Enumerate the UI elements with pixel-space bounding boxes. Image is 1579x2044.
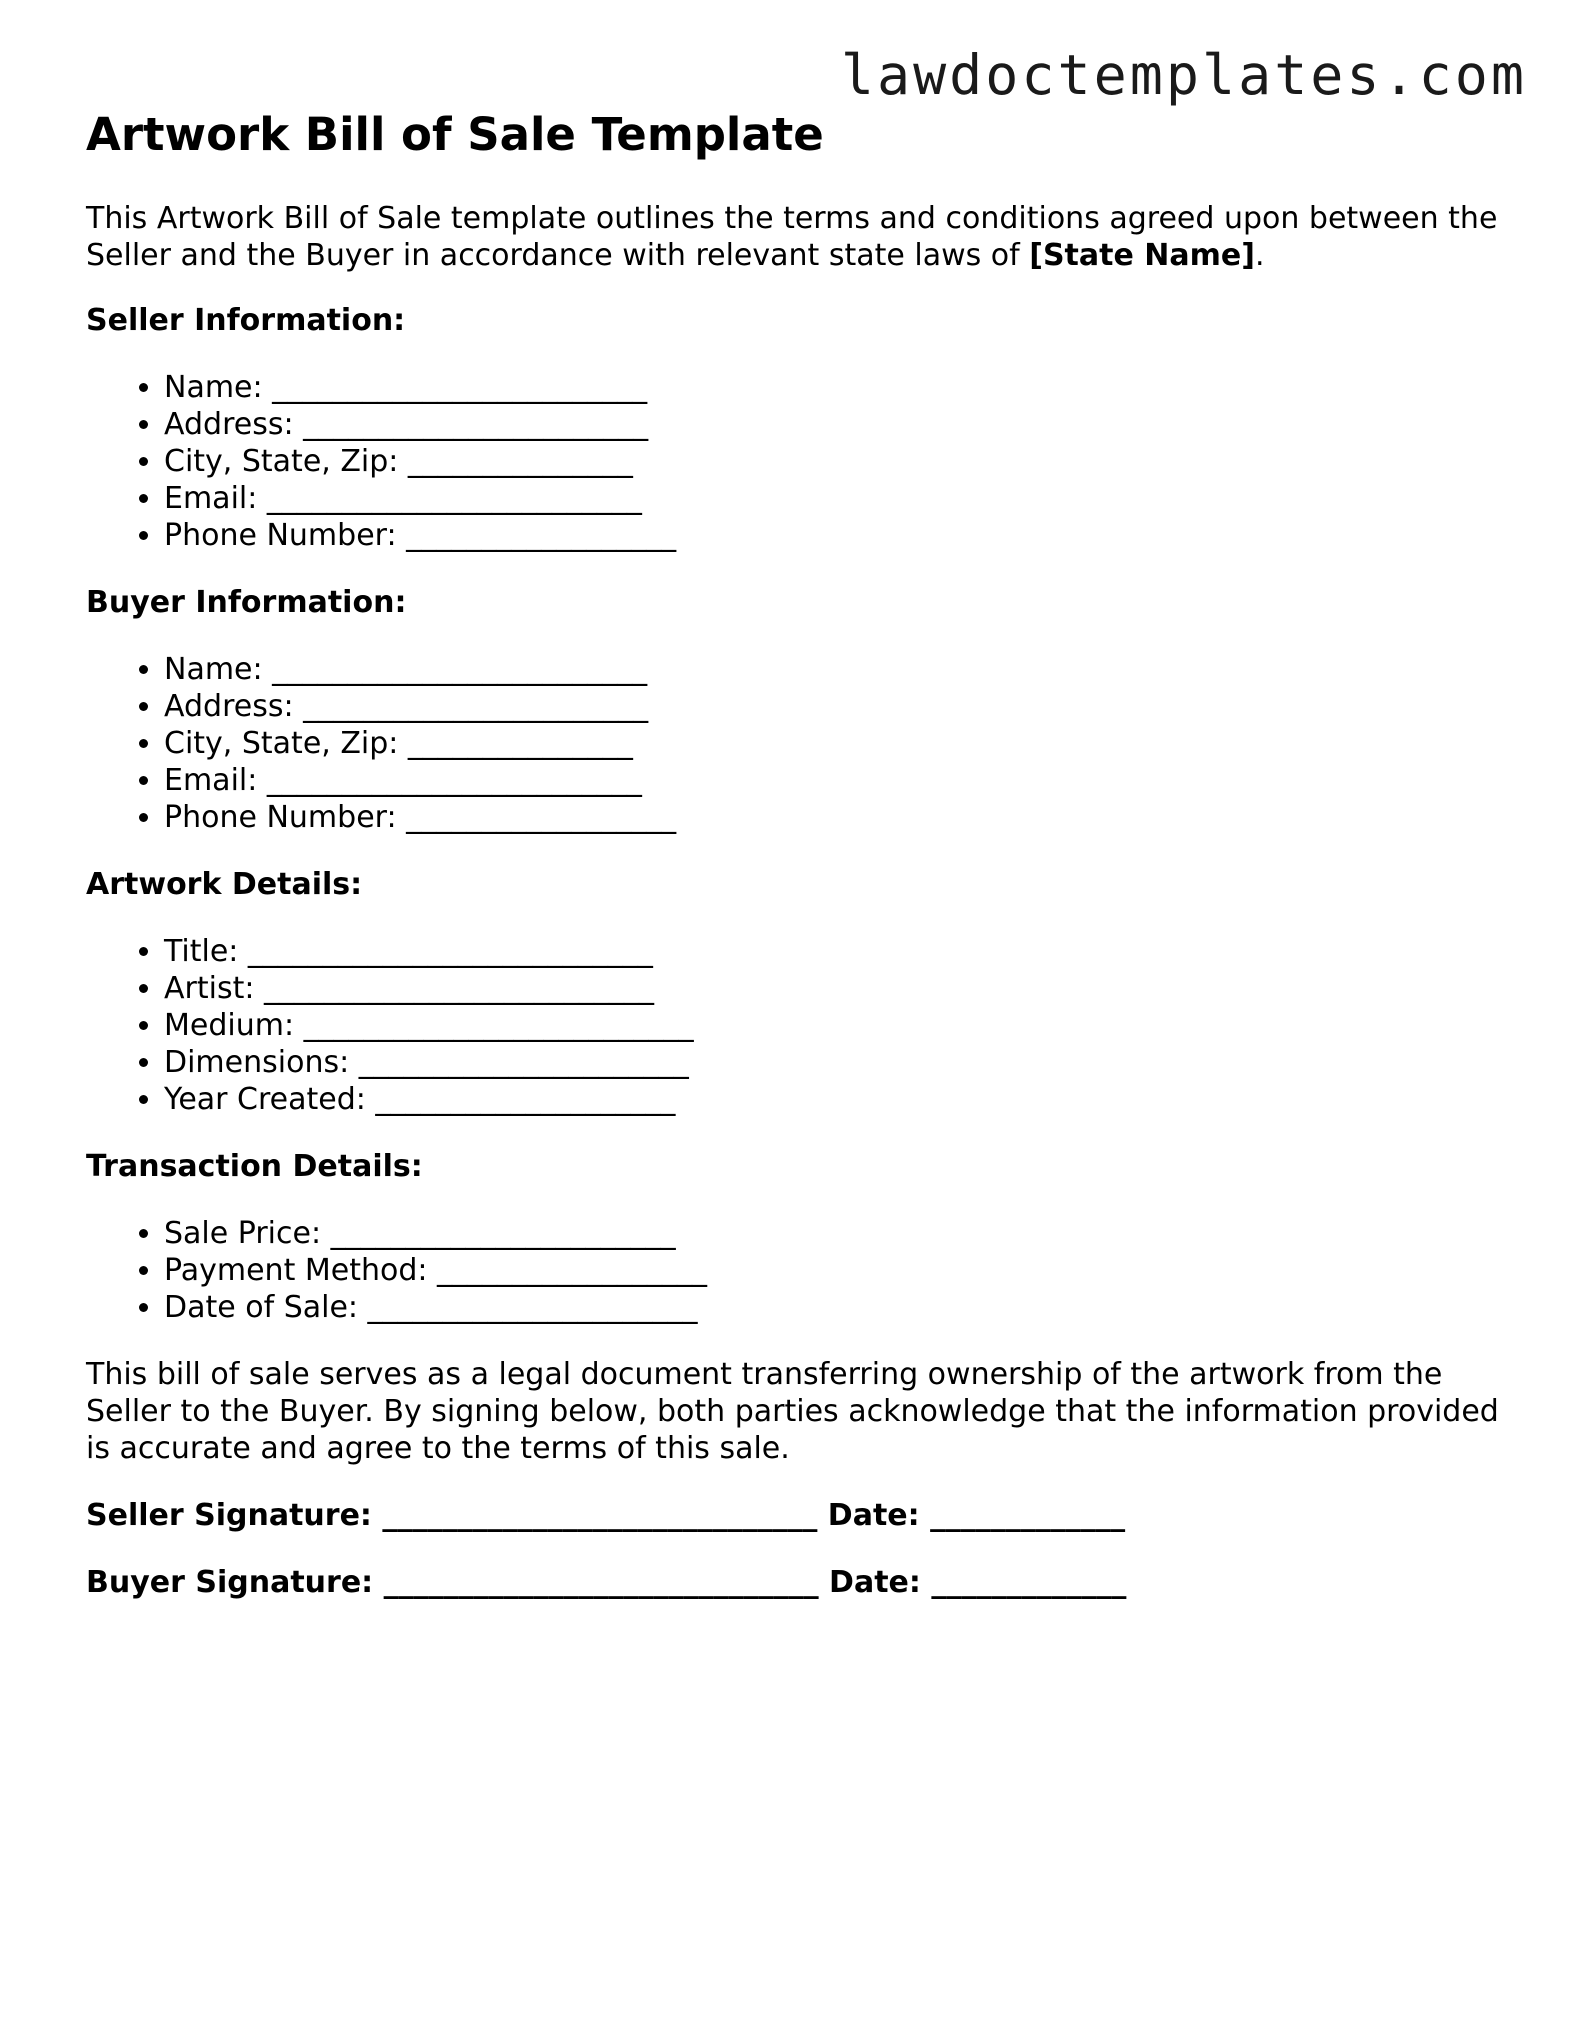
transaction-heading: Transaction Details:: [86, 1149, 423, 1184]
transaction-list: [86, 1215, 1506, 1326]
seller-city-state-zip-field[interactable]: • City, State, Zip: _______________: [164, 443, 1506, 480]
payment-method-field[interactable]: • Payment Method: __________________: [164, 1252, 1506, 1289]
page-title: Artwork Bill of Sale Template: [86, 108, 824, 161]
buyer-name-field[interactable]: • Name: _________________________: [164, 651, 1506, 688]
seller-heading: Seller Information:: [86, 303, 406, 338]
artwork-medium-field[interactable]: • Medium: __________________________: [164, 1007, 1506, 1044]
buyer-phone-field[interactable]: • Phone Number: __________________: [164, 799, 1506, 836]
intro-text: This Artwork Bill of Sale template outlines the terms and conditions agreed upon between the Seller and the Buyer in accordance with relevant state laws of: [86, 201, 1498, 273]
seller-list: [86, 369, 1506, 554]
seller-phone-field[interactable]: • Phone Number: __________________: [164, 517, 1506, 554]
buyer-list: [86, 651, 1506, 836]
date-of-sale-field[interactable]: • Date of Sale: ______________________: [164, 1289, 1506, 1326]
state-name-placeholder: [State Name]: [1029, 238, 1255, 273]
document-page: [86, 108, 1506, 1631]
artwork-artist-field[interactable]: • Artist: __________________________: [164, 970, 1506, 1007]
buyer-address-field[interactable]: • Address: _______________________: [164, 688, 1506, 725]
seller-name-field[interactable]: • Name: _________________________: [164, 369, 1506, 406]
buyer-email-field[interactable]: • Email: _________________________: [164, 762, 1506, 799]
artwork-year-field[interactable]: • Year Created: ____________________: [164, 1081, 1506, 1118]
intro-paragraph: [86, 200, 1506, 274]
seller-signature-line[interactable]: Seller Signature: _____________________________ Date: _____________: [86, 1498, 1126, 1533]
seller-email-field[interactable]: • Email: _________________________: [164, 480, 1506, 517]
buyer-city-state-zip-field[interactable]: • City, State, Zip: _______________: [164, 725, 1506, 762]
closing-paragraph: This bill of sale serves as a legal document transferring ownership of the artwork from the Seller to the Buyer. By signing below, both parties acknowledge that the information provided is accurate and agree to the terms of this sale.: [86, 1357, 1499, 1466]
buyer-heading: Buyer Information:: [86, 585, 407, 620]
artwork-dimensions-field[interactable]: • Dimensions: ______________________: [164, 1044, 1506, 1081]
artwork-title-field[interactable]: • Title: ___________________________: [164, 933, 1506, 970]
sale-price-field[interactable]: • Sale Price: _______________________: [164, 1215, 1506, 1252]
seller-address-field[interactable]: • Address: _______________________: [164, 406, 1506, 443]
artwork-list: [86, 933, 1506, 1118]
buyer-signature-line[interactable]: Buyer Signature: _____________________________ Date: _____________: [86, 1565, 1127, 1600]
watermark: lawdoctemplates.com: [840, 43, 1527, 107]
intro-end: .: [1254, 238, 1265, 273]
artwork-heading: Artwork Details:: [86, 867, 363, 902]
